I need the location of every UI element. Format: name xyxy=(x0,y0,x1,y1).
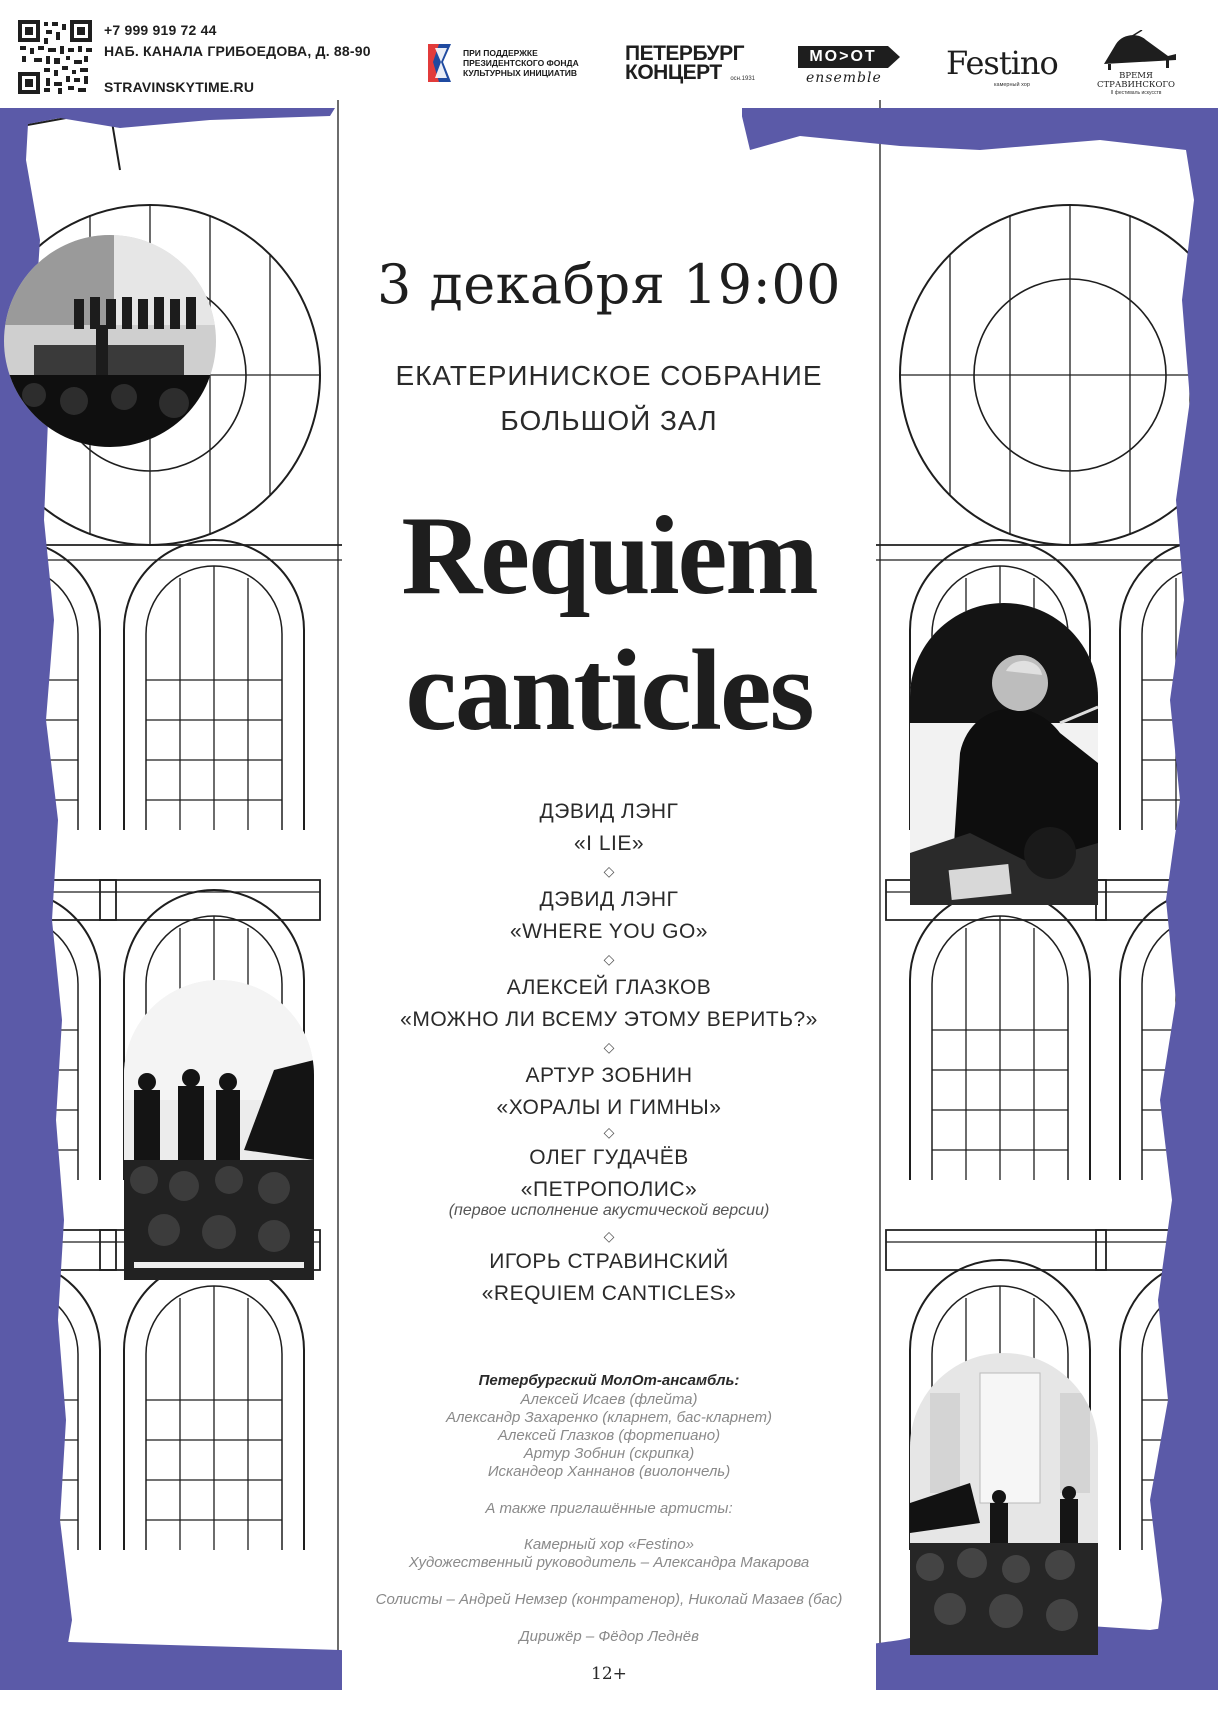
guests-heading: А также приглашённые артисты: xyxy=(485,1500,733,1517)
sponsor-line: ПРИ ПОДДЕРЖКЕ xyxy=(463,48,538,58)
program-composer: АЛЕКСЕЙ ГЛАЗКОВ xyxy=(506,976,712,999)
fund-flag-icon xyxy=(425,42,457,84)
photo-chamber-ensemble xyxy=(124,980,314,1280)
contact-address: НАБ. КАНАЛА ГРИБОЕДОВА, Д. 88-90 xyxy=(104,43,371,59)
logo-peterburg-concert xyxy=(625,44,755,88)
program-work: «ХОРАЛЫ И ГИМНЫ» xyxy=(496,1096,722,1119)
ensemble-member: Искандеор Ханнанов (виолончель) xyxy=(487,1463,731,1480)
separator-diamond: ◇ xyxy=(603,863,615,879)
molot-subtitle: ensemble xyxy=(806,70,882,86)
ensemble-member: Александр Захаренко (кларнет, бас-кларнет) xyxy=(445,1409,773,1426)
program-work: «ПЕТРОПОЛИС» xyxy=(520,1178,698,1201)
program-composer: ИГОРЬ СТРАВИНСКИЙ xyxy=(489,1250,729,1273)
sponsor-line: ПРЕЗИДЕНТСКОГО ФОНДА xyxy=(463,58,579,68)
contact-website[interactable]: STRAVINSKYTIME.RU xyxy=(104,79,255,95)
separator-diamond: ◇ xyxy=(603,951,615,967)
festino-subtitle: камерный хор xyxy=(994,82,1030,88)
ensemble-member: Алексей Глазков (фортепиано) xyxy=(497,1427,721,1444)
program-work: «МОЖНО ЛИ ВСЕМУ ЭТОМУ ВЕРИТЬ?» xyxy=(400,1008,818,1031)
program-composer: АРТУР ЗОБНИН xyxy=(525,1064,693,1087)
separator-diamond: ◇ xyxy=(603,1228,615,1244)
molot-wordmark: MO>OT xyxy=(798,46,888,68)
peterburg-est: осн.1931 xyxy=(730,76,755,82)
festino-wordmark: Festino xyxy=(946,44,1058,82)
logo-stravinsky-time xyxy=(1082,30,1190,96)
vremya-line: ВРЕМЯ xyxy=(1119,71,1153,81)
program-work: «WHERE YOU GO» xyxy=(510,920,708,943)
program-composer: ОЛЕГ ГУДАЧЁВ xyxy=(529,1146,689,1169)
venue-hall: БОЛЬШОЙ ЗАЛ xyxy=(500,405,718,436)
logo-presidential-fund xyxy=(425,42,600,86)
event-date: 3 декабря 19:00 xyxy=(376,253,842,316)
ensemble-member: Артур Зобнин (скрипка) xyxy=(523,1445,695,1462)
age-rating: 12+ xyxy=(591,1664,627,1684)
soloists: Солисты – Андрей Немзер (контратенор), Николай Мазаев (бас) xyxy=(375,1591,843,1608)
title-line-1: Requiem xyxy=(401,494,817,618)
ensemble-heading: Петербургский МолОт-ансамбль: xyxy=(478,1372,740,1389)
peterburg-line: КОНЦЕРТ xyxy=(625,61,722,84)
program-composer: ДЭВИД ЛЭНГ xyxy=(539,888,679,911)
program-note: (первое исполнение акустической версии) xyxy=(448,1202,770,1219)
photo-hall-performance xyxy=(910,1353,1098,1655)
venue-name: ЕКАТЕРИНИСКОЕ СОБРАНИЕ xyxy=(395,360,823,391)
conductor: Дирижёр – Фёдор Леднёв xyxy=(519,1628,699,1645)
choir-director: Художественный руководитель – Александра Макарова xyxy=(408,1554,810,1571)
sponsor-line: КУЛЬТУРНЫХ ИНИЦИАТИВ xyxy=(463,68,578,78)
vremya-subtitle: II фестиваль искусств xyxy=(1110,90,1162,96)
choir-name: Камерный хор «Festino» xyxy=(523,1536,694,1553)
title-line-2: canticles xyxy=(405,627,813,755)
ensemble-member: Алексей Исаев (флейта) xyxy=(520,1391,698,1408)
separator-diamond: ◇ xyxy=(603,1124,615,1140)
separator-diamond: ◇ xyxy=(603,1039,615,1055)
program-work: «REQUIEM CANTICLES» xyxy=(481,1282,737,1305)
program-composer: ДЭВИД ЛЭНГ xyxy=(539,800,679,823)
photo-choir-stage xyxy=(4,235,216,447)
qr-code[interactable] xyxy=(18,20,92,94)
logo-molot-ensemble xyxy=(798,46,906,90)
logo-festino xyxy=(946,44,1058,92)
program-work: «I LIE» xyxy=(573,832,645,855)
vremya-line: СТРАВИНСКОГО xyxy=(1096,80,1176,90)
photo-conductor xyxy=(910,603,1098,905)
peterburg-line: ПЕТЕРБУРГ xyxy=(625,42,744,65)
contact-phone[interactable]: +7 999 919 72 44 xyxy=(104,22,217,38)
grand-piano-icon xyxy=(1086,30,1182,70)
